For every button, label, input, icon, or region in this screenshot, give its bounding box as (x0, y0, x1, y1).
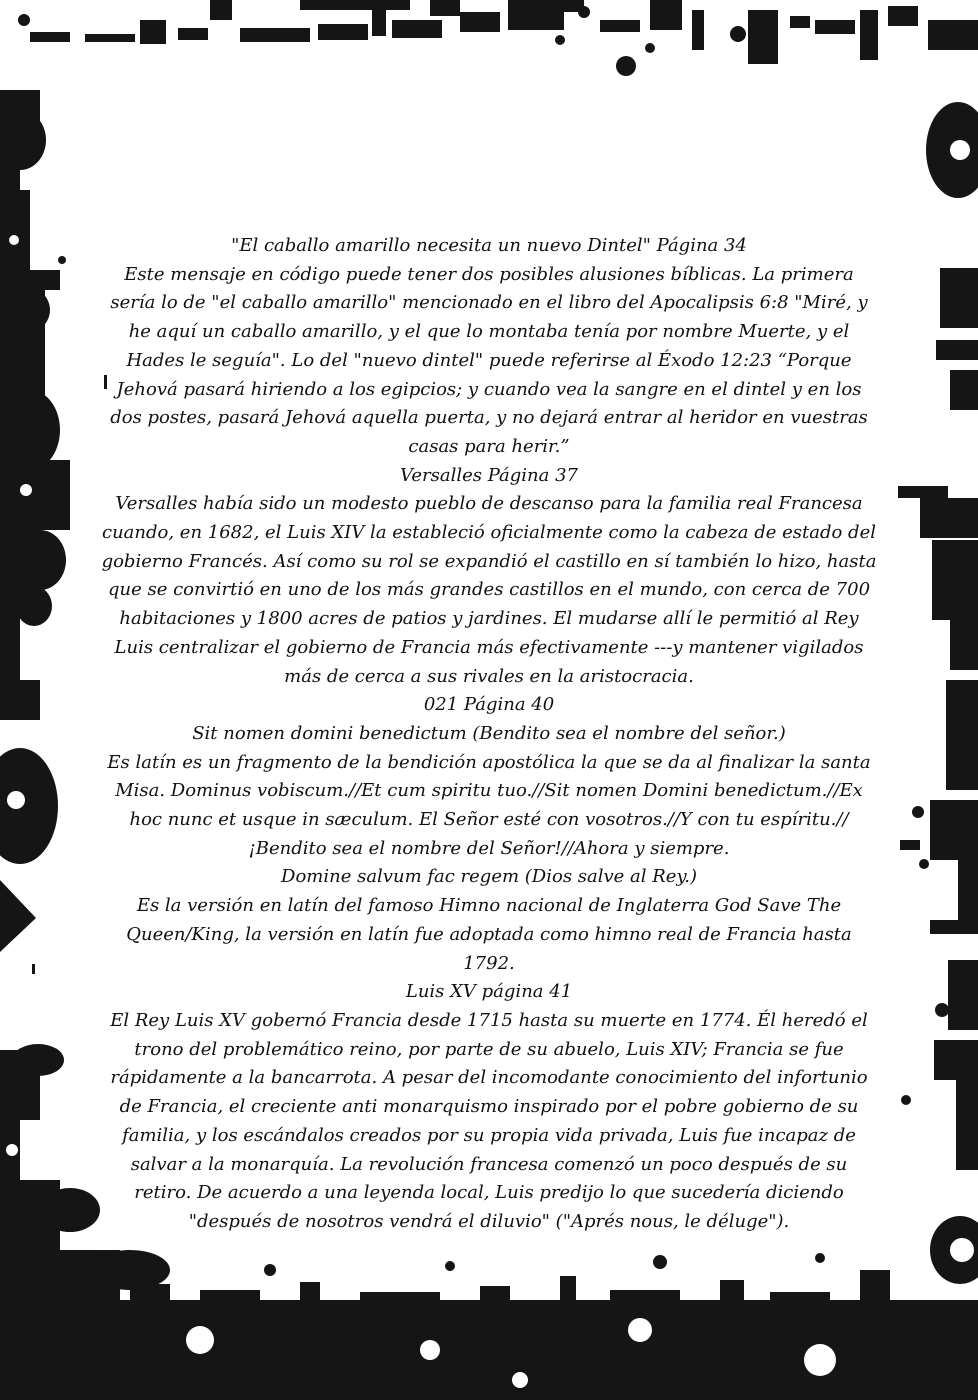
paragraph-caballo-amarillo: Este mensaje en código puede tener dos posibles alusiones bíblicas. La primera sería lo de "el caballo amarillo" mencionado en el libro del Apocalipsis 6:8 "Miré, y he aquí un caballo amarillo, y el que lo montaba tenía por nombre Muerte, y el Hades le seguía". Lo del "nuevo dintel" puede referirse al Éxodo 12:23 “Porque Jehová pasará hiriendo a los egipcios; y cuando vea la sangre en el dintel y en los dos postes, pasará Jehová aquella puerta, y no dejará entrar al heridor en vuestras casas para herir.” (110, 263, 868, 457)
paragraph-luis-xv: El Rey Luis XV gobernó Francia desde 1715 hasta su muerte en 1774. Él heredó el trono del problemático reino, por parte de su abuelo, Luis XIV; Francia se fue rápidamente a la bancarrota. A pesar del incomodante conocimiento del infortunio de Francia, el creciente anti monarquismo inspirado por el pobre gobierno de su familia, y los escándalos creados por su propia vida privada, Luis fue incapaz de salvar a la monarquía. La revolución francesa comenzó un poco después de su retiro. De acuerdo a una leyenda local, Luis predijo lo que sucedería diciendo "después de nosotros vendrá el diluvio" ("Aprés nous, le déluge"). (110, 1009, 868, 1232)
heading-luis-xv: Luis XV página 41 (405, 981, 573, 1003)
heading-domine-salvum: Domine salvum fac regem (Dios salve al Rey.) (281, 866, 697, 888)
heading-versalles: Versalles Página 37 (400, 464, 578, 486)
heading-sit-nomen: Sit nomen domini benedictum (Bendito sea el nombre del señor.) (192, 722, 786, 744)
heading-021: 021 Página 40 (423, 694, 555, 716)
paragraph-sit-nomen: Es latín es un fragmento de la bendición apostólica la que se da al finalizar la santa Misa. Dominus vobiscum.//Et cum spiritu tuo.//Sit nomen Domini benedictum.//Ex hoc nunc et usque in sæculum. El Señor esté con vosotros.//Y con tu espíritu.//¡Bendito sea el nombre del Señor!//Ahora y siempre. (107, 751, 871, 859)
paragraph-domine-salvum: Es la versión en latín del famoso Himno nacional de Inglaterra God Save The Queen/King, la versión en latín fue adoptada como himno real de Francia hasta 1792. (126, 895, 852, 974)
paragraph-versalles: Versalles había sido un modesto pueblo de descanso para la familia real Francesa cuando, en 1682, el Luis XIV la estableció oficialmente como la cabeza de estado del gobierno Francés. Así como su rol se expandió el castillo en sí también lo hizo, hasta que se convirtió en uno de los más grandes castillos en el mundo, con cerca de 700 habitaciones y 1800 acres de patios y jardines. El mudarse allí le permitió al Rey Luis centralizar el gobierno de Francia más efectivamente ---y mantener vigilados más de cerca a sus rivales en la aristocracia. (101, 493, 877, 687)
body-text (100, 232, 878, 1237)
heading-caballo-amarillo: "El caballo amarillo necesita un nuevo Dintel" Página 34 (231, 235, 747, 256)
